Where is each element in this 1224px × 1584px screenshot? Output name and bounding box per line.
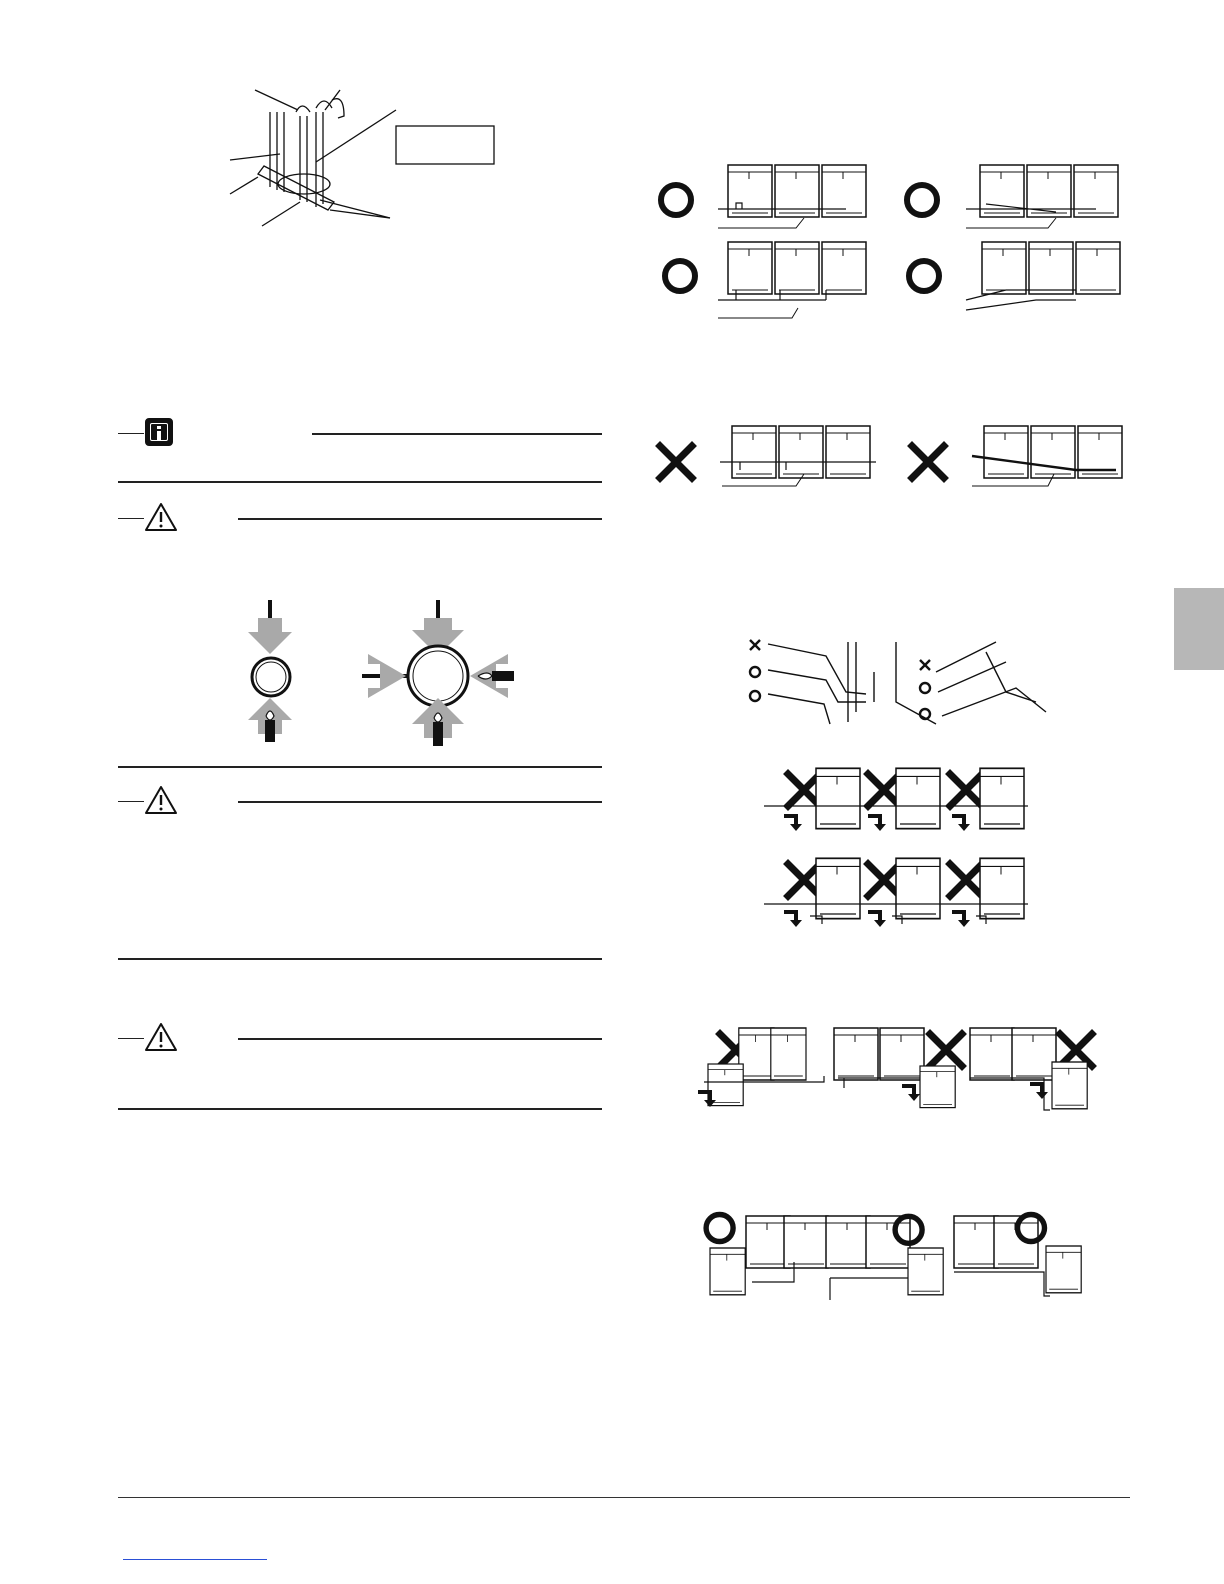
footer-rule xyxy=(118,1497,1130,1498)
warning-triangle-icon xyxy=(144,785,178,815)
footer-link-underline[interactable] xyxy=(123,1559,267,1560)
pipe-connection-figure xyxy=(746,632,1046,732)
good-branch-layouts xyxy=(698,1210,1098,1310)
bad-drops-row1 xyxy=(762,766,1062,836)
section-side-tab xyxy=(1174,588,1224,670)
bad-layouts-top xyxy=(656,424,1126,494)
good-layouts-top xyxy=(656,160,1126,330)
warning-triangle-icon xyxy=(144,502,178,532)
pipe-heating-diagram xyxy=(230,598,530,758)
valve-callout-box xyxy=(396,126,494,164)
warning-triangle-icon xyxy=(144,1022,178,1052)
bad-branch-layouts xyxy=(694,1026,1104,1116)
info-icon xyxy=(145,418,173,446)
bad-drops-row2 xyxy=(762,856,1062,936)
stop-valve-sketch xyxy=(220,82,510,232)
